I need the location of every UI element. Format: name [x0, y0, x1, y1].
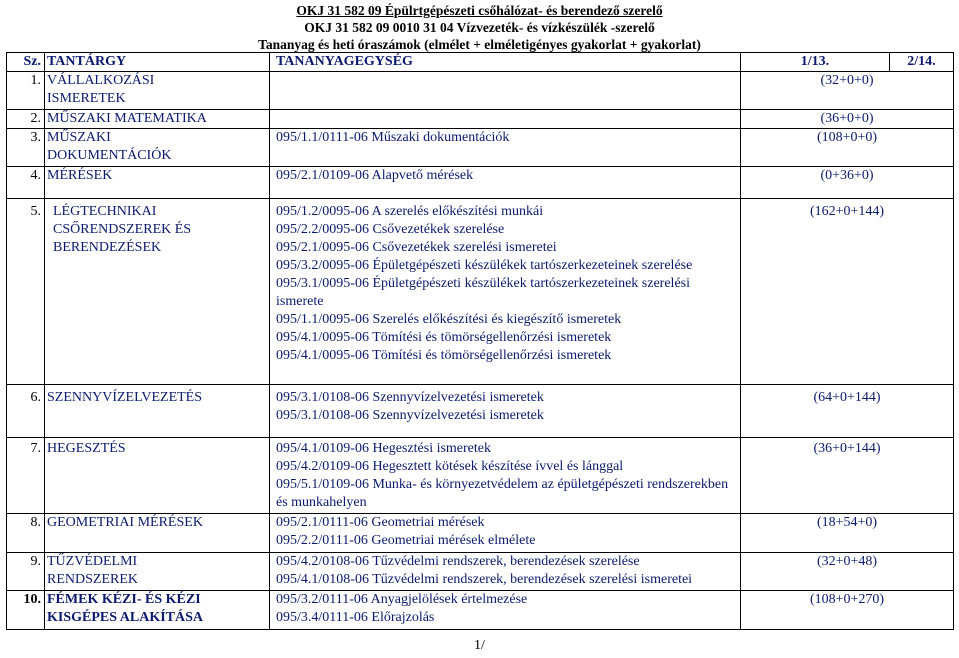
header-year-2: 2/14.	[890, 53, 954, 71]
topic-item: 095/4.1/0095-06 Tömítési és tömörségellenőrzési ismeretek	[276, 348, 612, 363]
row-subject: FÉMEK KÉZI- ÉS KÉZI KISGÉPES ALAKÍTÁSA	[45, 591, 270, 629]
header-line-3: Tananyag és heti óraszámok (elmélet + elméletigényes gyakorlat + gyakorlat)	[258, 37, 701, 52]
row-number: 3.	[6, 129, 45, 166]
topic-item: 095/2.1/0111-06 Geometriai mérések	[276, 515, 485, 530]
topic-item: 095/3.1/0108-06 Szennyvízelvezetési ismeretek	[276, 390, 544, 405]
row-number: 2.	[6, 110, 45, 128]
document-header	[0, 2, 959, 53]
topic-item: 095/4.2/0109-06 Hegesztett kötések készítése ívvel és lánggal	[276, 459, 624, 474]
header-line-1: OKJ 31 582 09 Épülrtgépészeti csőhálózat- és berendező szerelő	[296, 3, 663, 18]
row-hours: (32+0+0)	[741, 72, 954, 109]
row-subject: MŰSZAKI MATEMATIKA	[45, 110, 270, 128]
table-row	[6, 72, 954, 110]
topic-item: 095/3.4/0111-06 Előrajzolás	[276, 610, 435, 625]
topic-item: 095/3.2/0111-06 Anyagjelölések értelmezése	[276, 592, 528, 607]
header-year-1: 1/13.	[741, 53, 890, 71]
row-topics	[270, 72, 741, 109]
row-hours: (18+54+0)	[741, 514, 954, 552]
header-line-2: OKJ 31 582 09 0010 31 04 Vízvezeték- és vízkészülék -szerelő	[304, 20, 655, 35]
row-hours: (108+0+0)	[741, 129, 954, 166]
row-hours: (108+0+270)	[741, 591, 954, 629]
row-topics	[270, 385, 741, 437]
topic-item: 095/5.1/0109-06 Munka- és környezetvédelem az épületgépészeti rendszerekben és munkahelyen	[276, 477, 729, 510]
table-row	[6, 110, 954, 129]
table-row	[6, 514, 954, 553]
table-row	[6, 167, 954, 199]
topic-item: 095/2.1/0109-06 Alapvető mérések	[276, 168, 474, 183]
topic-item: 095/2.2/0095-06 Csővezetékek szerelése	[276, 222, 505, 237]
topic-item: 095/4.1/0108-06 Tűzvédelmi rendszerek, berendezések szerelési ismeretei	[276, 572, 693, 587]
topic-item: 095/4.1/0095-06 Tömítési és tömörségellenőrzési ismeretek	[276, 330, 612, 345]
row-number: 6.	[6, 385, 45, 437]
row-number: 10.	[6, 591, 45, 629]
row-topics	[270, 110, 741, 128]
topic-item: 095/1.1/0095-06 Szerelés előkészítési és kiegészítő ismeretek	[276, 312, 622, 327]
row-number: 8.	[6, 514, 45, 552]
row-number: 1.	[6, 72, 45, 109]
row-subject: MÉRÉSEK	[45, 167, 270, 198]
table-row	[6, 553, 954, 591]
header-number: Sz.	[6, 53, 45, 71]
table-header-row	[6, 52, 954, 72]
row-hours: (36+0+0)	[741, 110, 954, 128]
topic-item: 095/3.1/0108-06 Szennyvízelvezetési ismeretek	[276, 408, 544, 423]
row-subject: TŰZVÉDELMI RENDSZEREK	[45, 553, 270, 590]
row-topics	[270, 199, 741, 384]
row-hours: (64+0+144)	[741, 385, 954, 437]
row-number: 9.	[6, 553, 45, 590]
row-topics	[270, 514, 741, 552]
row-hours: (162+0+144)	[741, 199, 954, 384]
row-hours: (0+36+0)	[741, 167, 954, 198]
header-topic: TANANYAGEGYSÉG	[270, 53, 741, 71]
table-row	[6, 438, 954, 514]
row-subject: MŰSZAKI DOKUMENTÁCIÓK	[45, 129, 270, 166]
topic-item: 095/2.1/0095-06 Csővezetékek szerelési ismeretei	[276, 240, 557, 255]
table-row	[6, 385, 954, 438]
row-subject: SZENNYVÍZELVEZETÉS	[45, 385, 270, 437]
row-hours: (36+0+144)	[741, 438, 954, 513]
row-topics	[270, 591, 741, 629]
row-topics	[270, 167, 741, 198]
table-row	[6, 591, 954, 630]
topic-item: 095/2.2/0111-06 Geometriai mérések elmélete	[276, 533, 536, 548]
table-row	[6, 129, 954, 167]
row-hours: (32+0+48)	[741, 553, 954, 590]
topic-item: 095/4.2/0108-06 Tűzvédelmi rendszerek, berendezések szerelése	[276, 554, 640, 569]
header-subject: TANTÁRGY	[45, 53, 270, 71]
topic-item: 095/4.1/0109-06 Hegesztési ismeretek	[276, 441, 492, 456]
row-subject: GEOMETRIAI MÉRÉSEK	[45, 514, 270, 552]
row-subject: VÁLLALKOZÁSI ISMERETEK	[45, 72, 270, 109]
row-number: 4.	[6, 167, 45, 198]
topic-item: 095/3.2/0095-06 Épületgépészeti készülékek tartószerkezeteinek szerelése	[276, 258, 693, 273]
row-topics	[270, 553, 741, 590]
table-row	[6, 199, 954, 385]
row-subject: HEGESZTÉS	[45, 438, 270, 513]
row-topics	[270, 129, 741, 166]
row-number: 7.	[6, 438, 45, 513]
row-number: 5.	[6, 199, 45, 384]
topic-item: 095/1.1/0111-06 Műszaki dokumentációk	[276, 130, 510, 145]
page-number: 1/	[474, 638, 485, 653]
topic-item: 095/3.1/0095-06 Épületgépészeti készülékek tartószerkezeteinek szerelési ismerete	[276, 276, 690, 309]
curriculum-table	[6, 52, 954, 630]
row-subject: LÉGTECHNIKAI CSŐRENDSZEREK ÉS BERENDEZÉSEK	[45, 199, 270, 384]
row-topics	[270, 438, 741, 513]
topic-item: 095/1.2/0095-06 A szerelés előkészítési munkái	[276, 204, 544, 219]
